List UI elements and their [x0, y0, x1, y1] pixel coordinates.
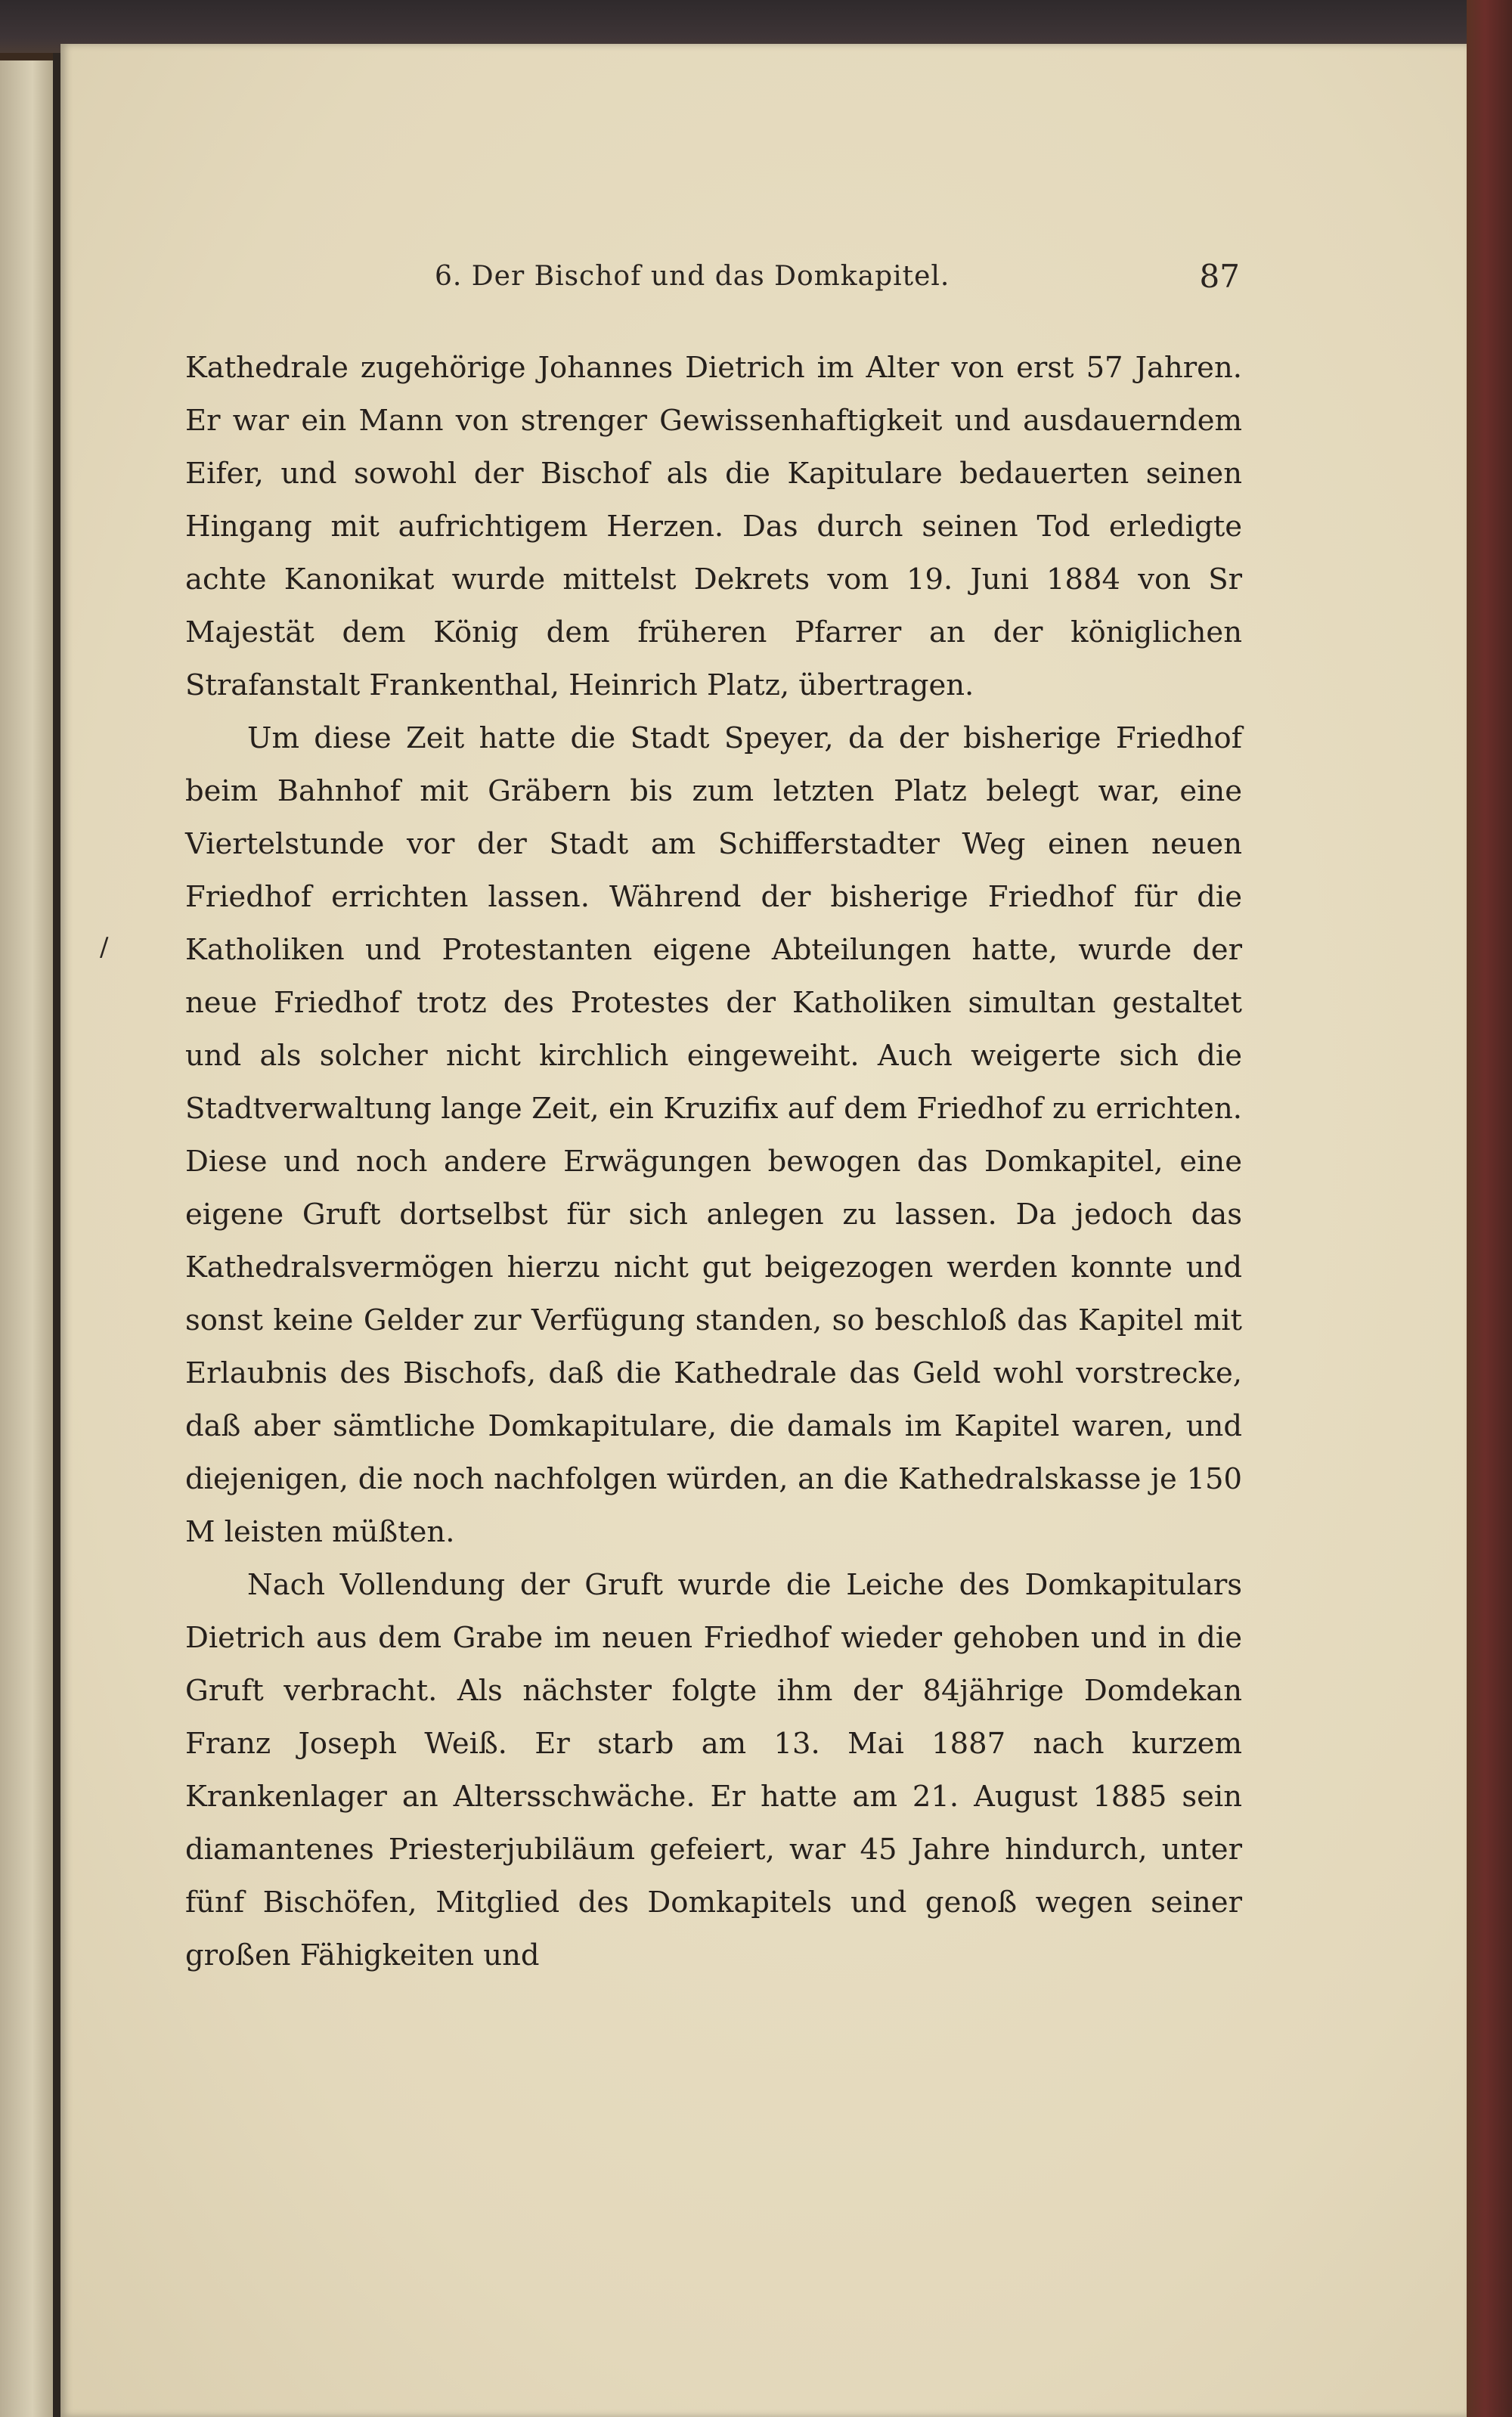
book-cover-edge — [1467, 0, 1512, 2417]
paragraph: Nach Vollendung der Gruft wurde die Leiche des Domkapitulars Dietrich aus dem Grabe im neuen Friedhof wieder gehoben und in die Gruft verbracht. Als nächster folgte ihm der 84jährige Domdekan Franz Joseph Weiß. Er starb am 13. Mai 1887 nach kurzem Krankenlager an Altersschwäche. Er hatte am 21. August 1885 sein diamantenes Priesterjubiläum gefeiert, war 45 Jahre hindurch, unter fünf Bischöfen, Mitglied des Domkapitels und genoß wegen seiner großen Fähigkeiten und — [185, 1568, 1242, 1972]
left-page-edge — [0, 60, 59, 2417]
book-gutter — [53, 53, 60, 2417]
body-text — [185, 342, 1242, 1982]
page-number: 87 — [1199, 258, 1240, 295]
running-title: 6. Der Bischof und das Domkapitel. — [435, 261, 950, 292]
margin-mark: / — [100, 932, 109, 962]
paragraph: Kathedrale zugehörige Johannes Dietrich im Alter von erst 57 Jahren. Er war ein Mann von strenger Gewissenhaftigkeit und ausdauerndem Eifer, und sowohl der Bischof als die Kapitulare bedauerten seinen Hingang mit aufrichtigem Herzen. Das durch seinen Tod erledigte achte Kanonikat wurde mittelst Dekrets vom 19. Juni 1884 von Sr Majestät dem König dem früheren Pfarrer an der königlichen Strafanstalt Frankenthal, Heinrich Platz, übertragen. — [185, 351, 1242, 702]
page-header — [435, 258, 1240, 306]
paragraph: Um diese Zeit hatte die Stadt Speyer, da der bisherige Friedhof beim Bahnhof mit Gräbern bis zum letzten Platz belegt war, eine Viertelstunde vor der Stadt am Schifferstadter Weg einen neuen Friedhof errichten lassen. Während der bisherige Friedhof für die Katholiken und Protestanten eigene Abteilungen hatte, wurde der neue Friedhof trotz des Protestes der Katholiken simultan gestaltet und als solcher nicht kirchlich eingeweiht. Auch weigerte sich die Stadtverwaltung lange Zeit, ein Kruzifix auf dem Friedhof zu errichten. Diese und noch andere Erwägungen bewogen das Domkapitel, eine eigene Gruft dortselbst für sich anlegen zu lassen. Da jedoch das Kathedralsvermögen hierzu nicht gut beigezogen werden konnte und sonst keine Gelder zur Verfügung standen, so beschloß das Kapitel mit Erlaubnis des Bischofs, daß die Kathedrale das Geld wohl vorstrecke, daß aber sämtliche Domkapitulare, die damals im Kapitel waren, und diejenigen, die noch nachfolgen würden, an die Kathedralskasse je 150 M leisten müßten. — [185, 721, 1242, 1549]
